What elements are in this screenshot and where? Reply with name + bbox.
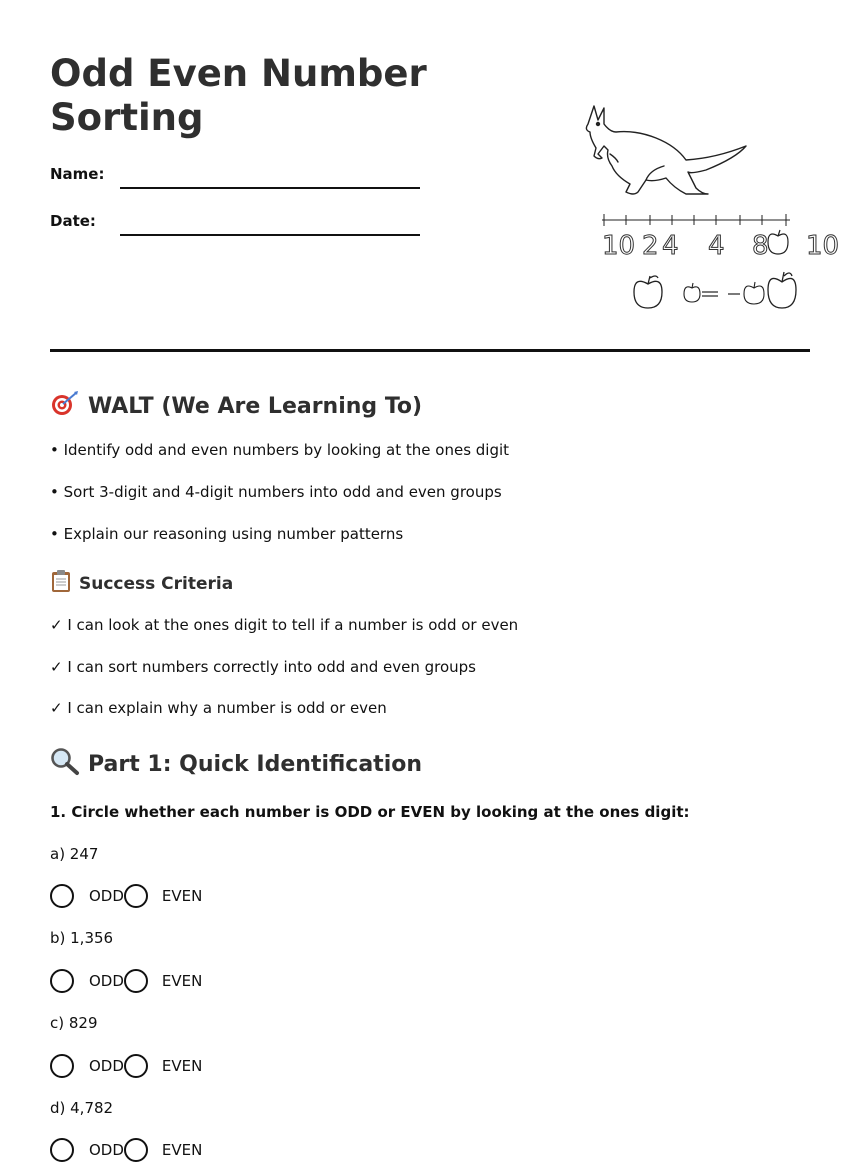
success-item: ✓ I can sort numbers correctly into odd and even groups xyxy=(50,658,476,676)
question-1: 1. Circle whether each number is ODD or EVEN by looking at the ones digit: xyxy=(50,803,690,821)
success-item: ✓ I can look at the ones digit to tell if a number is odd or even xyxy=(50,616,519,634)
magnifier-icon xyxy=(50,747,80,781)
success-criteria-heading-text: Success Criteria xyxy=(79,573,234,594)
header-divider xyxy=(50,349,810,352)
apple-icon xyxy=(684,283,700,302)
name-label: Name: xyxy=(50,165,105,183)
even-option-label: EVEN xyxy=(161,972,203,990)
worksheet-header xyxy=(50,0,840,352)
walt-item: • Sort 3-digit and 4-digit numbers into odd and even groups xyxy=(50,483,502,501)
odd-choice-circle[interactable] xyxy=(50,884,74,908)
odd-choice-circle[interactable] xyxy=(50,1054,74,1078)
number-line-label: 4 xyxy=(662,231,679,261)
even-option-label: EVEN xyxy=(161,887,203,905)
part1-heading xyxy=(50,747,422,781)
odd-option-label: ODD xyxy=(89,1057,124,1075)
part1-heading-text: Part 1: Quick Identification xyxy=(88,751,423,777)
odd-choice-circle[interactable] xyxy=(50,969,74,993)
item-label: c) 829 xyxy=(50,1014,98,1032)
page-title: Odd Even Number Sorting xyxy=(50,52,427,139)
odd-even-options xyxy=(50,883,202,909)
name-field[interactable] xyxy=(120,187,420,189)
apple-icon xyxy=(634,276,662,308)
item-label: a) 247 xyxy=(50,845,99,863)
walt-item: • Identify odd and even numbers by looking at the ones digit xyxy=(50,441,510,459)
number-line-label: 8 xyxy=(752,231,769,261)
apple-icon xyxy=(768,272,796,308)
even-option-label: EVEN xyxy=(161,1057,203,1075)
even-choice-circle[interactable] xyxy=(124,969,148,993)
equals-sign xyxy=(702,292,740,296)
apple-icon xyxy=(768,230,788,254)
odd-even-options xyxy=(50,1053,202,1079)
target-icon xyxy=(50,390,80,422)
number-line-label: 4 xyxy=(708,231,725,261)
odd-option-label: ODD xyxy=(89,972,124,990)
item-label: b) 1,356 xyxy=(50,929,114,947)
kangaroo-number-line-illustration xyxy=(546,96,840,316)
walt-item: • Explain our reasoning using number patterns xyxy=(50,525,404,543)
apple-icon xyxy=(744,282,764,304)
even-choice-circle[interactable] xyxy=(124,1054,148,1078)
even-option-label: EVEN xyxy=(161,1141,203,1159)
walt-heading xyxy=(50,390,422,422)
odd-option-label: ODD xyxy=(89,1141,124,1159)
success-criteria-heading xyxy=(50,569,233,598)
item-label: d) 4,782 xyxy=(50,1099,114,1117)
odd-even-options xyxy=(50,1137,202,1163)
clipboard-icon xyxy=(50,569,72,598)
success-item: ✓ I can explain why a number is odd or even xyxy=(50,699,387,717)
date-field[interactable] xyxy=(120,234,420,236)
kangaroo-icon xyxy=(586,106,746,194)
date-label: Date: xyxy=(50,212,96,230)
odd-choice-circle[interactable] xyxy=(50,1138,74,1162)
even-choice-circle[interactable] xyxy=(124,1138,148,1162)
number-line-label: 2 xyxy=(642,231,659,261)
walt-heading-text: WALT (We Are Learning To) xyxy=(88,393,423,419)
header-illustration xyxy=(546,96,840,316)
number-line-label: 10 xyxy=(602,231,636,261)
even-choice-circle[interactable] xyxy=(124,884,148,908)
odd-option-label: ODD xyxy=(89,887,124,905)
number-line-label: 10 xyxy=(806,231,840,261)
odd-even-options xyxy=(50,968,202,994)
number-line xyxy=(602,214,790,226)
worksheet-page xyxy=(50,0,840,1159)
